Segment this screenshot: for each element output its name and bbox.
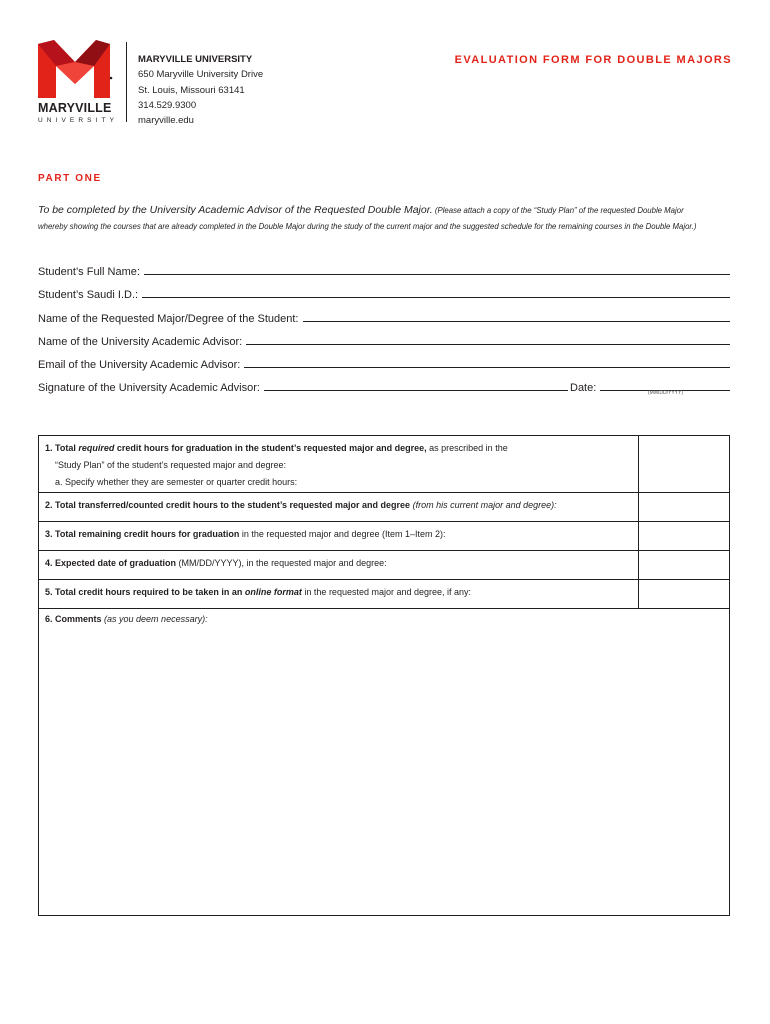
major-label: Name of the Requested Major/Degree of the Student: [38, 313, 299, 325]
saudi-id-field[interactable] [38, 285, 730, 301]
q4-text: 4. Expected date of graduation [45, 558, 177, 568]
table-row [39, 551, 729, 580]
full-name-field[interactable] [38, 262, 730, 278]
full-name-line[interactable] [144, 273, 730, 275]
q5-note: in the requested major and degree, if any: [304, 587, 472, 597]
advisor-signature-field[interactable] [38, 378, 568, 394]
advisor-email-field[interactable] [38, 355, 730, 371]
advisor-email-label: Email of the University Academic Advisor: [38, 359, 241, 371]
table-row [39, 436, 729, 493]
q1-text: credit hours for graduation in the student’s requested major and degree, [116, 443, 427, 453]
q1-line3: a. Specify whether they are semester or quarter credit hours: [55, 477, 298, 487]
date-label: Date: [570, 382, 597, 394]
advisor-signature-line[interactable] [264, 389, 568, 391]
street-address: 650 Maryville University Drive [138, 69, 264, 81]
q1-number: 1. [45, 443, 53, 453]
q4-note: (MM/DD/YYYY), in the requested major and degree: [178, 558, 387, 568]
major-field[interactable] [38, 309, 730, 325]
q1-tail: as prescribed in the [429, 443, 508, 453]
q2-note: (from his current major and degree): [412, 500, 557, 510]
evaluation-table [38, 435, 730, 916]
q2-text: 2. Total transferred/counted credit hours to the student’s requested major and degree [45, 500, 411, 510]
saudi-id-line[interactable] [142, 296, 730, 298]
question-1 [45, 440, 635, 491]
q4-answer-cell[interactable] [638, 551, 730, 579]
question-2 [45, 497, 635, 514]
q1-answer-cell[interactable] [638, 436, 730, 492]
maryville-m-icon [38, 40, 113, 98]
comments-area[interactable] [39, 609, 729, 915]
question-4 [45, 555, 635, 572]
table-row [39, 522, 729, 551]
table-row [39, 580, 729, 609]
q6-note: (as you deem necessary): [104, 614, 208, 624]
q1-line2: “Study Plan” of the student’s requested major and degree: [55, 460, 286, 470]
instructions [38, 202, 698, 235]
instructions-detail: (Please attach a copy of the “Study Plan” of the requested Double Major whereby showing the courses that are already completed in the Double Major during the study of the current major and the suggested schedule for the remaining courses in the Double Major.) [38, 206, 697, 231]
logo-subtitle: UNIVERSITY [38, 117, 119, 124]
maryville-logo [38, 40, 113, 98]
q6-text: 6. Comments [45, 614, 102, 624]
q3-note: in the requested major and degree (Item 1–Item 2): [241, 529, 446, 539]
table-row [39, 493, 729, 522]
part-heading: PART ONE [38, 173, 102, 184]
city-address: St. Louis, Missouri 63141 [138, 84, 245, 96]
question-3 [45, 526, 635, 543]
q5-online: online format [244, 587, 302, 597]
q1-total: Total [55, 443, 76, 453]
saudi-id-label: Student’s Saudi I.D.: [38, 289, 139, 301]
advisor-name-line[interactable] [246, 343, 730, 345]
advisor-name-field[interactable] [38, 332, 730, 348]
q2-answer-cell[interactable] [638, 493, 730, 521]
q3-text: 3. Total remaining credit hours for graduation [45, 529, 240, 539]
header-divider [126, 42, 127, 122]
instructions-lead: To be completed by the University Academic Advisor of the Requested Double Major. [38, 204, 433, 216]
address-block [138, 52, 263, 128]
date-format-hint: (MM/DD/YYYY) [648, 390, 683, 396]
form-title: EVALUATION FORM FOR DOUBLE MAJORS [454, 54, 732, 66]
logo-wordmark: MARYVILLE [38, 101, 112, 115]
website: maryville.edu [138, 115, 194, 127]
major-line[interactable] [303, 320, 731, 322]
advisor-signature-label: Signature of the University Academic Advisor: [38, 382, 260, 394]
advisor-name-label: Name of the University Academic Advisor: [38, 336, 243, 348]
question-5 [45, 584, 635, 601]
q5-text: 5. Total credit hours required to be taken in an [45, 587, 243, 597]
q5-answer-cell[interactable] [638, 580, 730, 608]
advisor-email-line[interactable] [244, 366, 730, 368]
q1-required: required [78, 443, 115, 453]
university-name: MARYVILLE UNIVERSITY [138, 54, 253, 65]
q3-answer-cell[interactable] [638, 522, 730, 550]
full-name-label: Student’s Full Name: [38, 266, 140, 278]
phone-number: 314.529.9300 [138, 99, 197, 111]
